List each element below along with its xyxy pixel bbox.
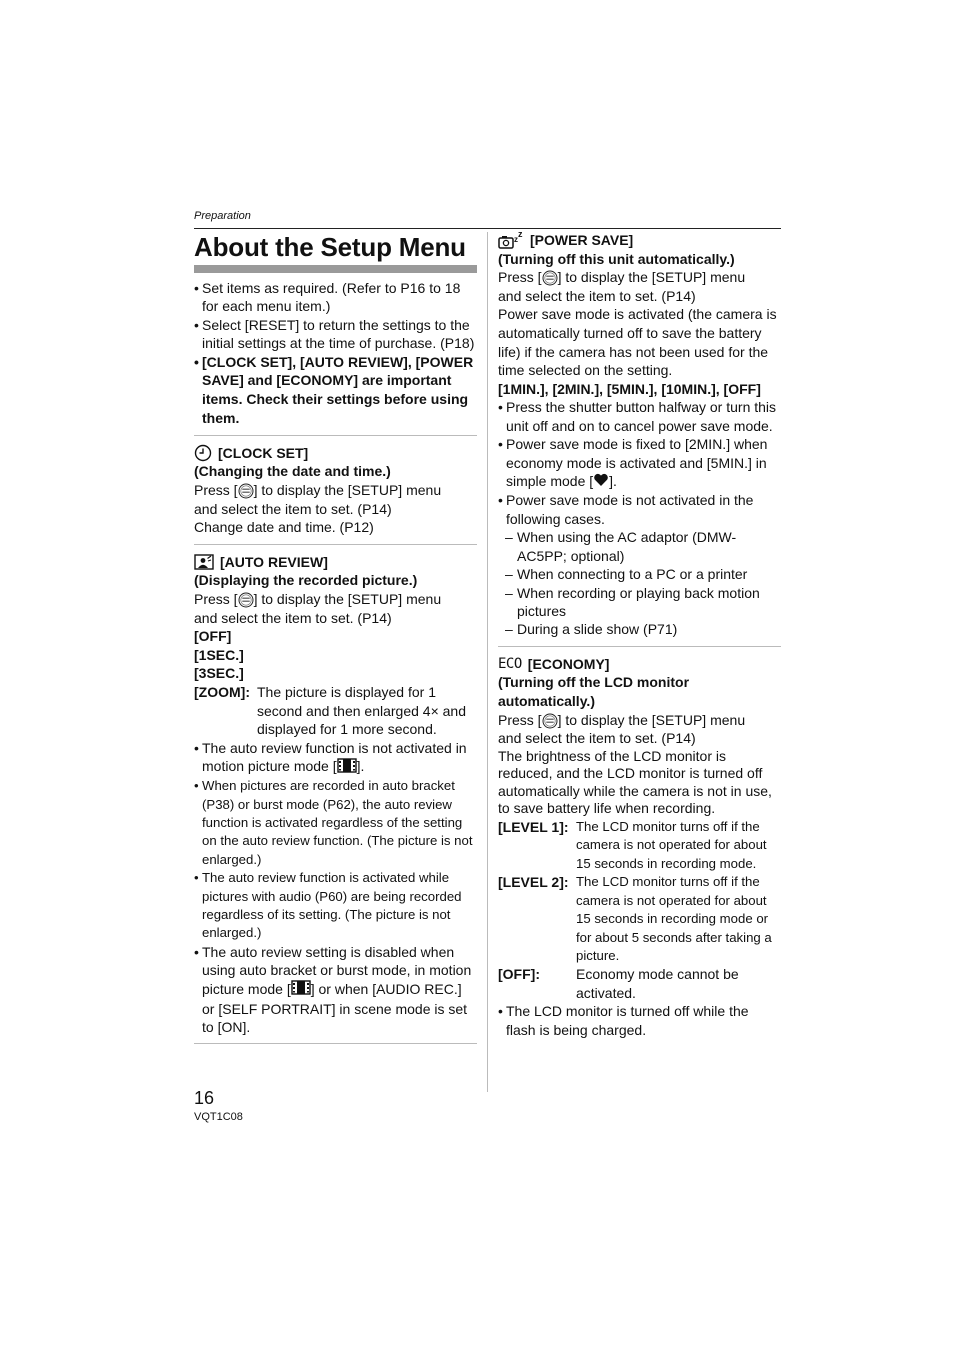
title-underline [194,265,477,273]
section-label: Preparation [194,210,251,222]
menu-set-button-icon [542,270,558,286]
motion-picture-icon [337,758,357,777]
press-text: ] to display the [SETUP] menu [253,590,442,607]
note-text: Power save mode is fixed to [2MIN.] when economy mode is activated and [5MIN.] in simple mode [ [506,436,768,489]
power-save-title: [POWER SAVE] [530,232,634,248]
svg-text:z: z [518,231,523,240]
auto-review-title: [AUTO REVIEW] [220,553,328,570]
press-text: Press [ [498,269,542,286]
auto-review-note: • When pictures are recorded in auto bracket (P38) or burst mode (P62), the auto review function is activated regardless of the setting on the auto review function. (The picture is not enlarged.) [194,777,477,869]
economy-level-1 [498,818,781,873]
power-save-subtitle: (Turning off this unit automatically.) [498,250,735,267]
economy-off-desc: Economy mode cannot be activated. [576,966,739,1001]
economy-heading [498,655,781,674]
power-save-note: • Press the shutter button halfway or turn this unit off and on to cancel power save mode. [498,398,781,435]
power-save-icon [498,231,524,249]
intro-bullet: • Select [RESET] to return the settings to the initial settings at the time of purchase. (P18) [194,316,477,353]
auto-review-section [194,553,477,1037]
power-save-case: – When using the AC adaptor (DMW-AC5PP; optional) [498,528,781,565]
press-menu-line [498,268,781,287]
note-text: ]. [609,472,617,489]
economy-level-1-desc: The LCD monitor turns off if the camera is not operated for about 15 seconds in recording mode. [576,819,767,871]
divider [194,544,477,545]
eco-icon: ECO [498,655,522,672]
power-save-note [498,435,781,491]
power-save-heading [498,231,781,250]
select-item-line: and select the item to set. (P14) [498,287,696,304]
svg-text:z: z [514,235,518,245]
auto-review-note [194,739,477,777]
auto-review-note: • The auto review function is activated while pictures with audio (P60) are being recorded regardless of its setting. (The picture is not enlarged.) [194,869,477,943]
press-text: Press [ [194,482,238,498]
clock-set-description: Change date and time. (P12) [194,519,374,536]
economy-level-2 [498,873,781,965]
auto-review-note [194,943,477,1037]
press-menu-line [194,590,477,609]
column-separator [487,232,488,1092]
option-zoom-desc: The picture is displayed for 1 second and then enlarged 4× and displayed for 1 more second. [257,683,467,738]
motion-picture-icon [291,980,311,999]
power-save-section [498,231,781,639]
divider [194,435,477,436]
press-menu-line [498,711,781,730]
left-column [194,230,477,1052]
note-text: The auto review setting is disabled when using auto bracket or burst mode, in motion picture mode [ [202,943,472,997]
press-text: ] to display the [SETUP] menu [253,482,442,498]
economy-note: • The LCD monitor is turned off while the flash is being charged. [498,1002,781,1039]
clock-set-subtitle: (Changing the date and time.) [194,463,391,480]
document-code: VQT1C08 [194,1111,243,1123]
economy-level-2-desc: The LCD monitor turns off if the camera is not operated for about 15 seconds in recording mode or for about 5 seconds after taking a picture. [576,874,772,963]
power-save-note: • Power save mode is not activated in the following cases. [498,491,781,528]
auto-review-subtitle: (Displaying the recorded picture.) [194,572,418,589]
auto-review-heading [194,553,477,572]
power-save-options: [1MIN.], [2MIN.], [5MIN.], [10MIN.], [OFF] [498,380,761,397]
note-text: ]. [356,758,365,775]
heart-icon [593,473,609,491]
power-save-description: Power save mode is activated (the camera is automatically turned off to save the battery life) if the camera has not been used for the time selected on the setting. [498,306,777,379]
page-number: 16 [194,1088,215,1108]
divider [194,1043,477,1044]
press-text: Press [ [194,590,238,607]
press-text: ] to display the [SETUP] menu [557,711,746,728]
menu-set-button-icon [542,713,558,729]
economy-section [498,655,781,1039]
power-save-case: – When connecting to a PC or a printer [498,565,781,583]
page-title: About the Setup Menu [194,232,466,262]
economy-off [498,965,781,1002]
option-zoom [194,683,477,739]
economy-title: [ECONOMY] [527,655,610,672]
economy-level-1-key: [LEVEL 1]: [498,819,569,836]
select-item-line: and select the item to set. (P14) [194,500,392,517]
menu-set-button-icon [238,483,254,499]
option-3sec: [3SEC.] [194,665,244,682]
press-text: ] to display the [SETUP] menu [557,269,746,286]
clock-set-title: [CLOCK SET] [218,444,309,461]
option-off: [OFF] [194,628,232,645]
note-text: The auto review function is not activated in motion picture mode [ [202,739,467,775]
option-1sec: [1SEC.] [194,646,244,663]
economy-off-key: [OFF]: [498,966,540,983]
clock-set-heading [194,444,477,463]
auto-review-icon [194,554,214,570]
menu-set-button-icon [238,592,254,608]
economy-description: The brightness of the LCD monitor is reduced, and the LCD monitor is turned off automatically while the camera is not in use, to save battery life when recording. [498,747,772,817]
select-item-line: and select the item to set. (P14) [498,730,696,747]
note-text: ] or when [AUDIO REC.] or [SELF PORTRAIT] in scene mode is set to [ON]. [202,980,468,1035]
economy-level-2-key: [LEVEL 2]: [498,874,569,891]
clock-set-section [194,444,477,537]
right-column [498,230,781,1039]
divider [498,646,781,647]
intro-bullet-important: • [CLOCK SET], [AUTO REVIEW], [POWER SAVE] and [ECONOMY] are important items. Check their settings before using them. [194,353,477,428]
header-rule [194,228,781,229]
option-zoom-key: [ZOOM]: [194,683,250,700]
clock-icon [194,444,212,462]
press-text: Press [ [498,711,542,728]
press-menu-line [194,481,477,500]
economy-subtitle: (Turning off the LCD monitor automatically.) [498,674,690,709]
power-save-case: – During a slide show (P71) [498,620,781,638]
intro-bullet: • Set items as required. (Refer to P16 to 18 for each menu item.) [194,279,477,316]
select-item-line: and select the item to set. (P14) [194,609,392,626]
power-save-case: – When recording or playing back motion pictures [498,584,781,621]
